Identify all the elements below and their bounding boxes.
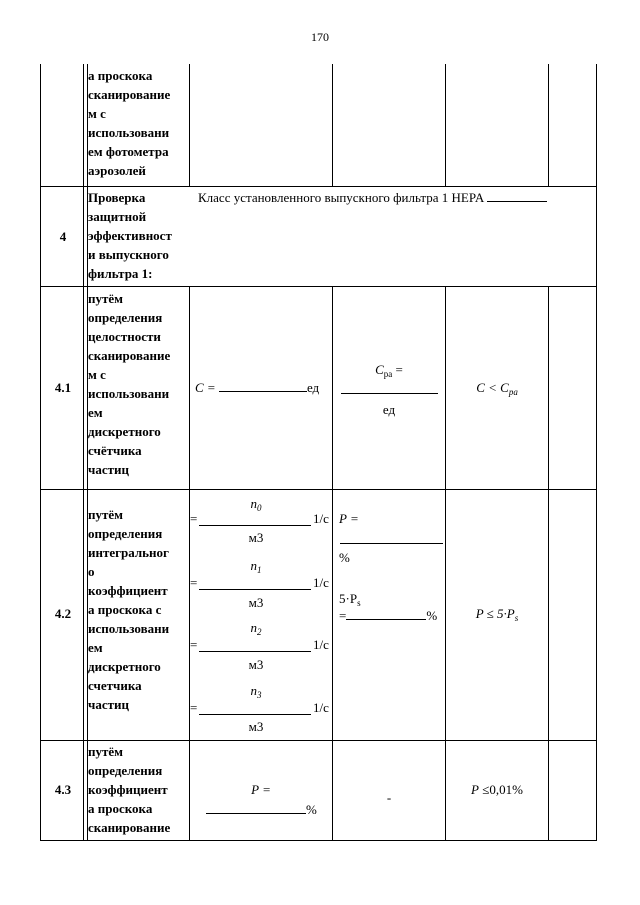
- table-line: [548, 64, 549, 186]
- desc-line: использовани: [88, 386, 170, 401]
- table-line: [189, 286, 190, 841]
- p-label: P =: [339, 511, 359, 526]
- table-line: [332, 64, 333, 186]
- desc-line: путём: [88, 744, 124, 759]
- desc-line: интегральног: [88, 545, 169, 560]
- fraction-n0-denominator: м3: [248, 530, 264, 545]
- table-line: [40, 740, 596, 741]
- fraction-n3-denominator: м3: [248, 719, 264, 734]
- c-symbol: C =: [195, 380, 216, 395]
- table-line: [445, 286, 446, 841]
- desc-line: дискретного: [88, 659, 161, 674]
- desc-line: ем фотометра: [88, 144, 169, 159]
- fraction-n1-numerator: [200, 556, 312, 575]
- cpa-equals: =: [395, 362, 403, 377]
- desc-line: а проскока с: [88, 602, 162, 617]
- c-value-field: [195, 378, 319, 397]
- desc-line: м с: [88, 367, 106, 382]
- desc-line: определения: [88, 310, 163, 325]
- desc-line: эффективност: [88, 228, 172, 243]
- criterion-threshold: ≤0,01%: [482, 782, 523, 797]
- desc-line: определения: [88, 526, 163, 541]
- n-subscript: 3: [257, 690, 262, 700]
- fraction-n2-denominator: м3: [248, 657, 264, 672]
- p-4-3-unit: %: [306, 802, 317, 817]
- desc-line: коэффициент: [88, 782, 168, 797]
- n-subscript: 1: [257, 565, 262, 575]
- fraction-n2-equals: =: [190, 637, 198, 652]
- criterion-cpa: C: [500, 380, 509, 395]
- desc-line: сканирование: [88, 87, 171, 102]
- desc-line: Проверка: [88, 190, 146, 205]
- fraction-n0-unit: 1/с: [313, 511, 329, 526]
- desc-line: целостности: [88, 329, 161, 344]
- page-number: 170: [311, 30, 329, 44]
- table-line: [189, 64, 190, 186]
- desc-line: дискретного: [88, 424, 161, 439]
- table-line: [40, 840, 596, 841]
- criterion-p: P ≤ 5·P: [475, 606, 515, 621]
- criterion-4-3: [447, 780, 547, 799]
- fraction-n2-blank[interactable]: [199, 651, 311, 652]
- cpa-unit: ед: [382, 402, 396, 417]
- desc-line: ем: [88, 405, 103, 420]
- desc-line: защитной: [88, 209, 147, 224]
- desc-line: частиц: [88, 462, 129, 477]
- criterion-4-2: [447, 604, 547, 623]
- row-4-number: 4: [59, 229, 67, 244]
- row-4-3-dash: -: [386, 790, 392, 805]
- p-4-3-blank[interactable]: [206, 802, 306, 814]
- row-continuation-description: [88, 66, 188, 180]
- n-symbol: n: [250, 620, 257, 635]
- fraction-n1-unit: 1/с: [313, 575, 329, 590]
- desc-line: и выпускного: [88, 247, 169, 262]
- filter-class-label: Класс установленного выпускного фильтра 1 HEPA: [198, 190, 484, 205]
- desc-line: частиц: [88, 697, 129, 712]
- cpa-value-blank[interactable]: [341, 393, 438, 394]
- fraction-n1-blank[interactable]: [199, 589, 311, 590]
- desc-line: счетчика: [88, 678, 142, 693]
- table-line: [596, 64, 597, 841]
- desc-line: ем: [88, 640, 103, 655]
- criterion-ps-subscript: s: [514, 613, 519, 623]
- row-4-2-number: 4.2: [54, 606, 72, 621]
- c-value-blank[interactable]: [219, 380, 307, 392]
- desc-line: аэрозолей: [88, 163, 146, 178]
- fraction-n3-unit: 1/с: [313, 700, 329, 715]
- c-unit: ед: [306, 380, 320, 395]
- filter-class-field: [198, 188, 594, 207]
- fraction-n3-numerator: [200, 681, 312, 700]
- table-line: [332, 286, 333, 841]
- criterion-4-1: [447, 378, 547, 397]
- ps-value-field: [339, 606, 437, 625]
- table-line: [40, 186, 596, 187]
- desc-line: использовани: [88, 125, 170, 140]
- ps-equals: =: [339, 608, 347, 623]
- p-unit: %: [339, 550, 350, 565]
- desc-line: м с: [88, 106, 106, 121]
- n-symbol: n: [250, 558, 257, 573]
- table-line: [40, 64, 41, 841]
- p-value-blank[interactable]: [340, 543, 443, 544]
- cpa-subscript: ра: [383, 369, 393, 379]
- desc-line: путём: [88, 291, 124, 306]
- table-line: [40, 286, 596, 287]
- row-4-1-number: 4.1: [54, 380, 72, 395]
- desc-line: сканирование: [88, 348, 171, 363]
- cpa-label: [334, 360, 444, 379]
- fraction-n0-equals: =: [190, 511, 198, 526]
- fraction-n0-blank[interactable]: [199, 525, 311, 526]
- criterion-cpa-subscript: ра: [508, 387, 518, 397]
- desc-line: счётчика: [88, 443, 142, 458]
- filter-class-blank[interactable]: [487, 190, 547, 202]
- n-subscript: 2: [257, 627, 262, 637]
- desc-line: о: [88, 564, 95, 579]
- p-4-3-value-field: [206, 800, 317, 819]
- desc-line: фильтра 1:: [88, 266, 153, 281]
- desc-line: определения: [88, 763, 163, 778]
- fraction-n3-blank[interactable]: [199, 714, 311, 715]
- fraction-n1-equals: =: [190, 575, 198, 590]
- row-4-3-number: 4.3: [54, 782, 72, 797]
- n-subscript: 0: [257, 503, 262, 513]
- desc-line: а проскока: [88, 801, 153, 816]
- row-4-description: [88, 188, 188, 283]
- table-line: [445, 64, 446, 186]
- n-symbol: n: [250, 496, 257, 511]
- criterion-p-symbol: P: [471, 782, 479, 797]
- row-4-3-description: [88, 742, 188, 837]
- ps-symbol: 5·P: [339, 591, 358, 606]
- desc-line: использовани: [88, 621, 170, 636]
- table-line: [40, 489, 596, 490]
- table-line: [548, 286, 549, 841]
- fraction-n2-unit: 1/с: [313, 637, 329, 652]
- row-4-1-description: [88, 289, 188, 479]
- fraction-n0-numerator: [200, 494, 312, 513]
- fraction-n2-numerator: [200, 618, 312, 637]
- desc-line: сканирование: [88, 820, 171, 835]
- criterion-c: C <: [476, 380, 497, 395]
- fraction-n3-equals: =: [190, 700, 198, 715]
- n-symbol: n: [250, 683, 257, 698]
- ps-subscript: s: [357, 598, 361, 608]
- row-4-2-description: [88, 505, 188, 714]
- desc-line: а проскока: [88, 68, 153, 83]
- fraction-n1-denominator: м3: [248, 595, 264, 610]
- ps-unit: %: [426, 608, 438, 623]
- cpa-symbol: C: [375, 362, 384, 377]
- desc-line: путём: [88, 507, 124, 522]
- desc-line: коэффициент: [88, 583, 168, 598]
- ps-value-blank[interactable]: [346, 608, 426, 620]
- p-4-3-label: P =: [251, 782, 271, 797]
